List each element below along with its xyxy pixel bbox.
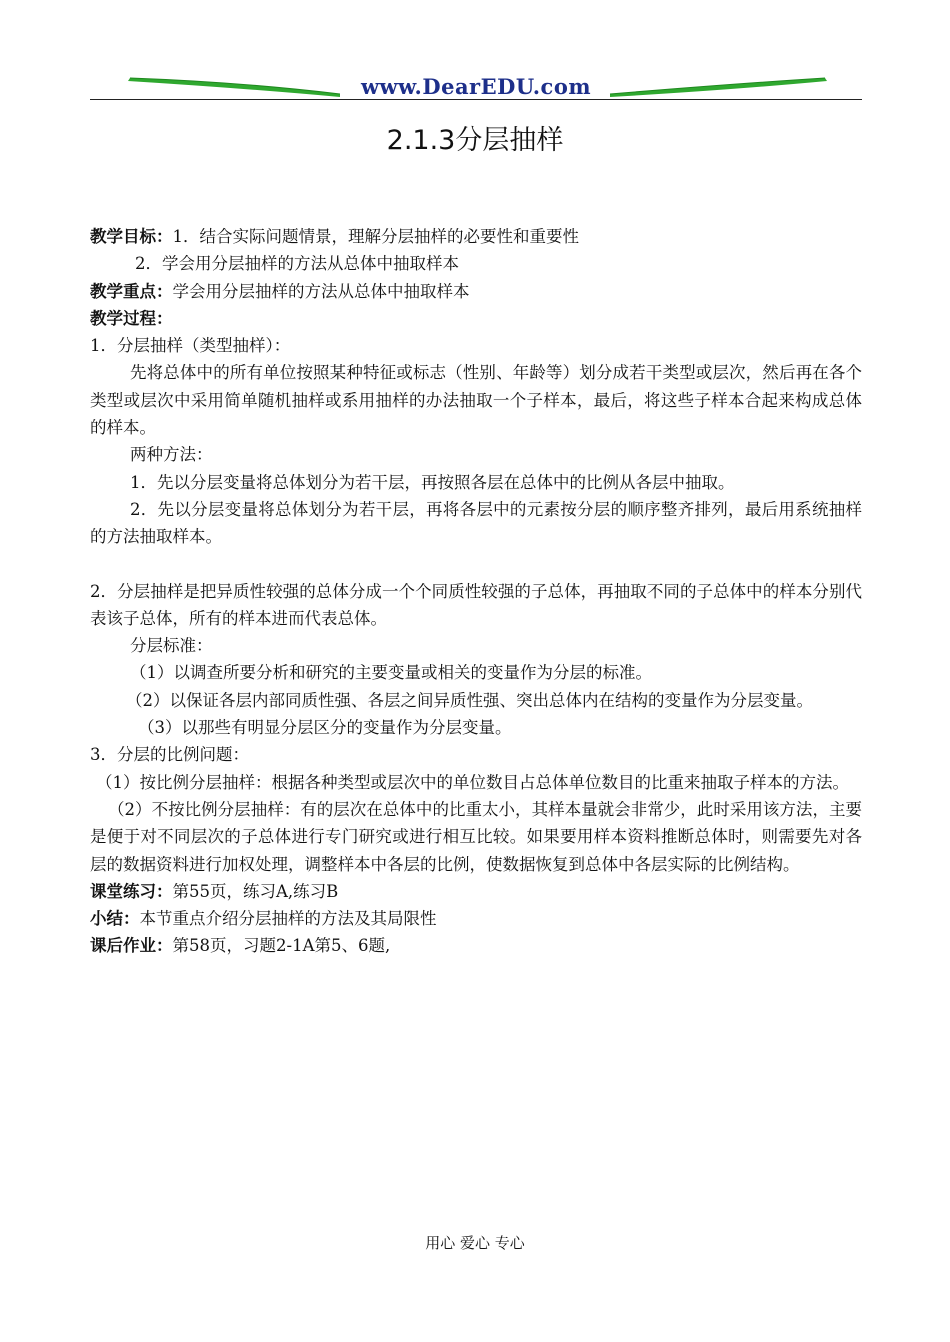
focus-label: 教学重点：: [90, 281, 173, 301]
focus-line: [90, 278, 862, 305]
site-logo-text: www.DearEDU.com: [360, 74, 592, 99]
section-1-method-1: 1．先以分层变量将总体划分为若干层，再按照各层在总体中的比例从各层中抽取。: [130, 472, 735, 492]
focus-text: 学会用分层抽样的方法从总体中抽取样本: [172, 281, 470, 301]
goal-line-2: 2．学会用分层抽样的方法从总体中抽取样本: [135, 254, 459, 274]
header-divider: [90, 99, 862, 100]
homework-line: [90, 932, 862, 959]
section-2-standard-1: （1）以调查所要分析和研究的主要变量或相关的变量作为分层的标准。: [130, 663, 652, 683]
section-1-method-2: 2．先以分层变量将总体划分为若干层，再将各层中的元素按分层的顺序整齐排列，最后用系统抽样的方法抽取样本。: [90, 499, 862, 547]
paragraph-gap: [90, 551, 862, 578]
process-line: [90, 305, 862, 332]
practice-text: 第55页，练习A,练习B: [172, 881, 339, 901]
section-3-heading: 3．分层的比例问题：: [90, 745, 249, 765]
summary-label: 小结：: [90, 909, 140, 929]
homework-text: 第58页，习题2-1A第5、6题,: [172, 936, 391, 956]
section-2-standard: 分层标准：: [130, 636, 213, 656]
section-3-item-1: （1）按比例分层抽样：根据各种类型或层次中的单位数目占总体单位数目的比重来抽取子样本的方法。: [96, 772, 849, 792]
homework-label: 课后作业：: [90, 936, 173, 956]
goal-text-1: 1．结合实际问题情景，理解分层抽样的必要性和重要性: [172, 227, 579, 246]
practice-label: 课堂练习：: [90, 881, 173, 901]
process-label: 教学过程：: [90, 308, 173, 328]
practice-line: [90, 878, 862, 905]
section-2-standard-2: （2）以保证各层内部同质性强、各层之间异质性强、突出总体内在结构的变量作为分层变量。: [126, 690, 813, 710]
section-1-heading: 1．分层抽样（类型抽样）：: [90, 336, 291, 356]
section-1-methods: 两种方法：: [130, 445, 213, 465]
page-title: 2.1.3分层抽样: [386, 125, 564, 156]
section-1-body: 先将总体中的所有单位按照某种特征或标志（性别、年龄等）划分成若干类型或层次，然后再在各个类型或层次中采用简单随机抽样或系用抽样的办法抽取一个子样本，最后，将这些子样本合起来构成总体的样本。: [90, 363, 862, 438]
section-2-standard-3: （3）以那些有明显分层区分的变量作为分层变量。: [138, 718, 512, 738]
lesson-content: [90, 223, 862, 960]
section-2-body: 2．分层抽样是把异质性较强的总体分成一个个同质性较强的子总体，再抽取不同的子总体中的样本分别代表该子总体，所有的样本进而代表总体。: [90, 581, 862, 628]
summary-text: 本节重点介绍分层抽样的方法及其局限性: [139, 909, 437, 929]
section-3-item-2: （2）不按比例分层抽样：有的层次在总体中的比重太小，其样本量就会非常少，此时采用该方法，主要是便于对不同层次的子总体进行专门研究或进行相互比较。如果要用样本资料推断总体时，则需要先对各层的数据资料进行加权处理，调整样本中各层的比例，使数据恢复到总体中各层实际的比例结构。: [90, 799, 862, 874]
summary-line: [90, 905, 862, 932]
goal-label: 教学目标：: [90, 227, 173, 246]
goal-line: [90, 223, 862, 250]
page-footer: 用心 爱心 专心: [425, 1234, 525, 1252]
